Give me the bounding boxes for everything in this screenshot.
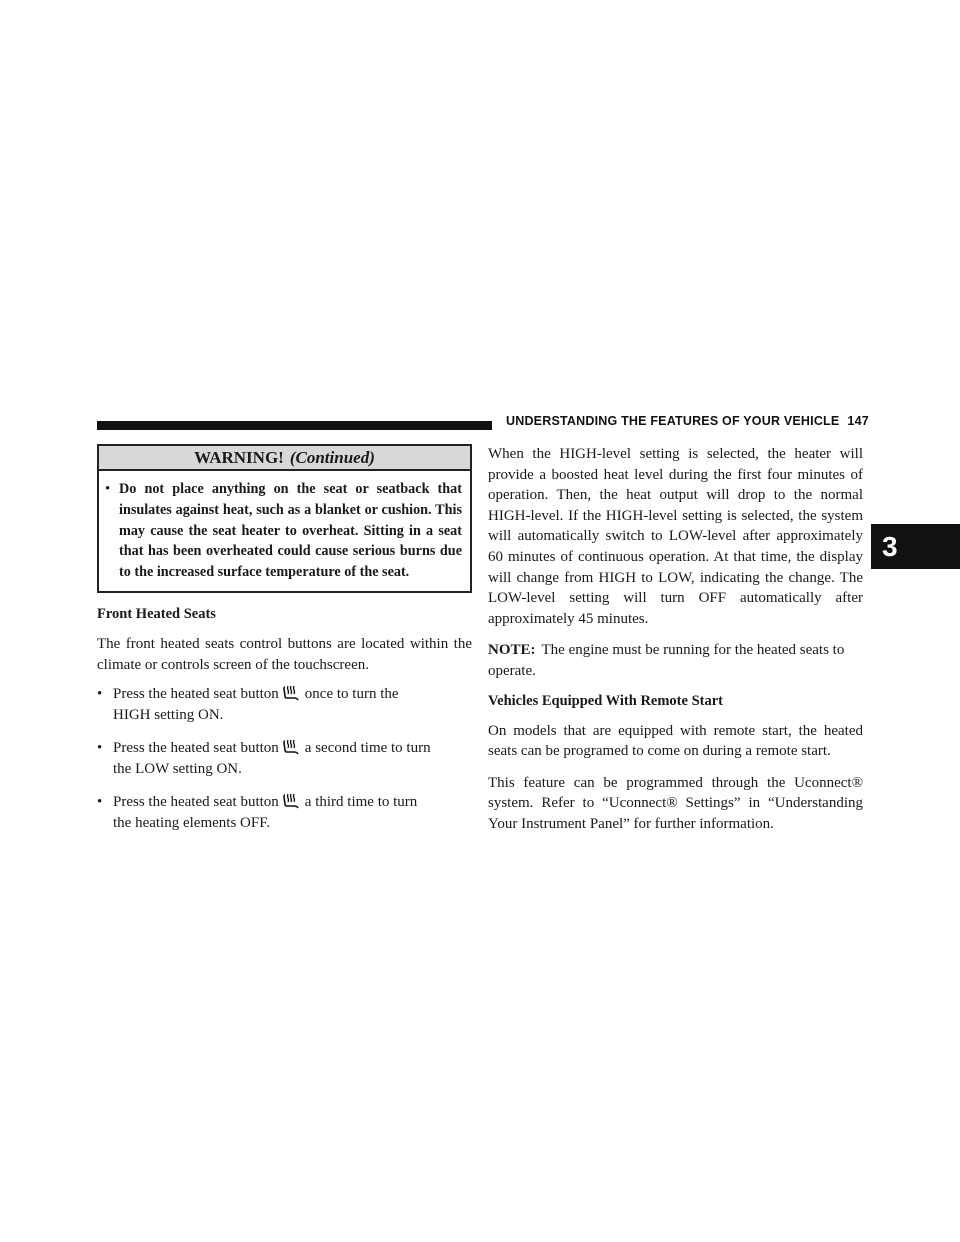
high-level-paragraph: When the HIGH-level setting is selected, the heater will provide a boosted heat level during the first four minutes of operation. Then, the heat output will drop to the normal HIGH-level. If the HIGH-level setting is selected, the system will automatically switch to LOW-level after approximately 60 minutes of continuous operation. At that time, the display will change from HIGH to LOW, indicating the change. The LOW-level setting will turn OFF automatically after approximately 45 minutes. bbox=[488, 446, 863, 627]
list-item bbox=[97, 792, 472, 834]
chapter-tab: 3 bbox=[871, 524, 960, 569]
warning-continued: (Continued) bbox=[289, 448, 375, 467]
remote-start-paragraph: On models that are equipped with remote start, the heated seats can be programed to come on during a remote start. bbox=[488, 722, 863, 760]
section-title: UNDERSTANDING THE FEATURES OF YOUR VEHICLE bbox=[506, 414, 840, 428]
bullet-icon: • bbox=[105, 481, 111, 497]
heated-seat-icon bbox=[282, 738, 302, 756]
bullet-icon: • bbox=[97, 794, 103, 811]
list-item-text-after: a third time to turn bbox=[304, 794, 418, 811]
list-item-text-before: Press the heated seat button bbox=[113, 686, 279, 703]
list-item-text-before: Press the heated seat button bbox=[113, 794, 279, 811]
warning-title: WARNING! bbox=[194, 448, 284, 467]
header-rule bbox=[97, 421, 492, 430]
section-heading-front-heated-seats: Front Heated Seats bbox=[97, 605, 216, 622]
list-item-continuation: the heating elements OFF. bbox=[113, 815, 271, 832]
warning-text: Do not place anything on the seat or seatback that insulates against heat, such as a blanket or cushion. This may cause the seat heater to overheat. Sitting in a seat that has been overheated could cause serious burns due to the increased surface temperature of the seat. bbox=[119, 481, 462, 581]
list-item bbox=[97, 684, 472, 726]
list-item-text-after: a second time to turn bbox=[304, 740, 431, 757]
heated-seat-icon bbox=[282, 684, 302, 702]
note-text: The engine must be running for the heated seats to operate. bbox=[488, 642, 845, 679]
list-item-text-after: once to turn the bbox=[304, 686, 399, 703]
heated-seat-icon bbox=[282, 792, 302, 810]
list-item-text-before: Press the heated seat button bbox=[113, 740, 279, 757]
instruction-list bbox=[97, 684, 472, 834]
page-number: 147 bbox=[847, 414, 869, 428]
section-heading-remote-start: Vehicles Equipped With Remote Start bbox=[488, 692, 723, 709]
note bbox=[488, 640, 863, 681]
intro-paragraph: The front heated seats control buttons are located within the climate or controls screen of the touchscreen. bbox=[97, 635, 472, 673]
warning-header bbox=[99, 446, 470, 471]
right-column bbox=[488, 444, 863, 835]
left-column bbox=[97, 444, 472, 846]
list-item-continuation: the LOW setting ON. bbox=[113, 761, 242, 778]
warning-body bbox=[99, 471, 470, 591]
note-label: NOTE: bbox=[488, 642, 536, 659]
bullet-icon: • bbox=[97, 686, 103, 703]
uconnect-paragraph: This feature can be programmed through the Uconnect® system. Refer to “Uconnect® Settings” in “Understanding Your Instrument Panel” for further information. bbox=[488, 774, 863, 832]
running-header bbox=[506, 414, 869, 428]
warning-box bbox=[97, 444, 472, 593]
bullet-icon: • bbox=[97, 740, 103, 757]
list-item bbox=[97, 738, 472, 780]
list-item-continuation: HIGH setting ON. bbox=[113, 707, 224, 724]
